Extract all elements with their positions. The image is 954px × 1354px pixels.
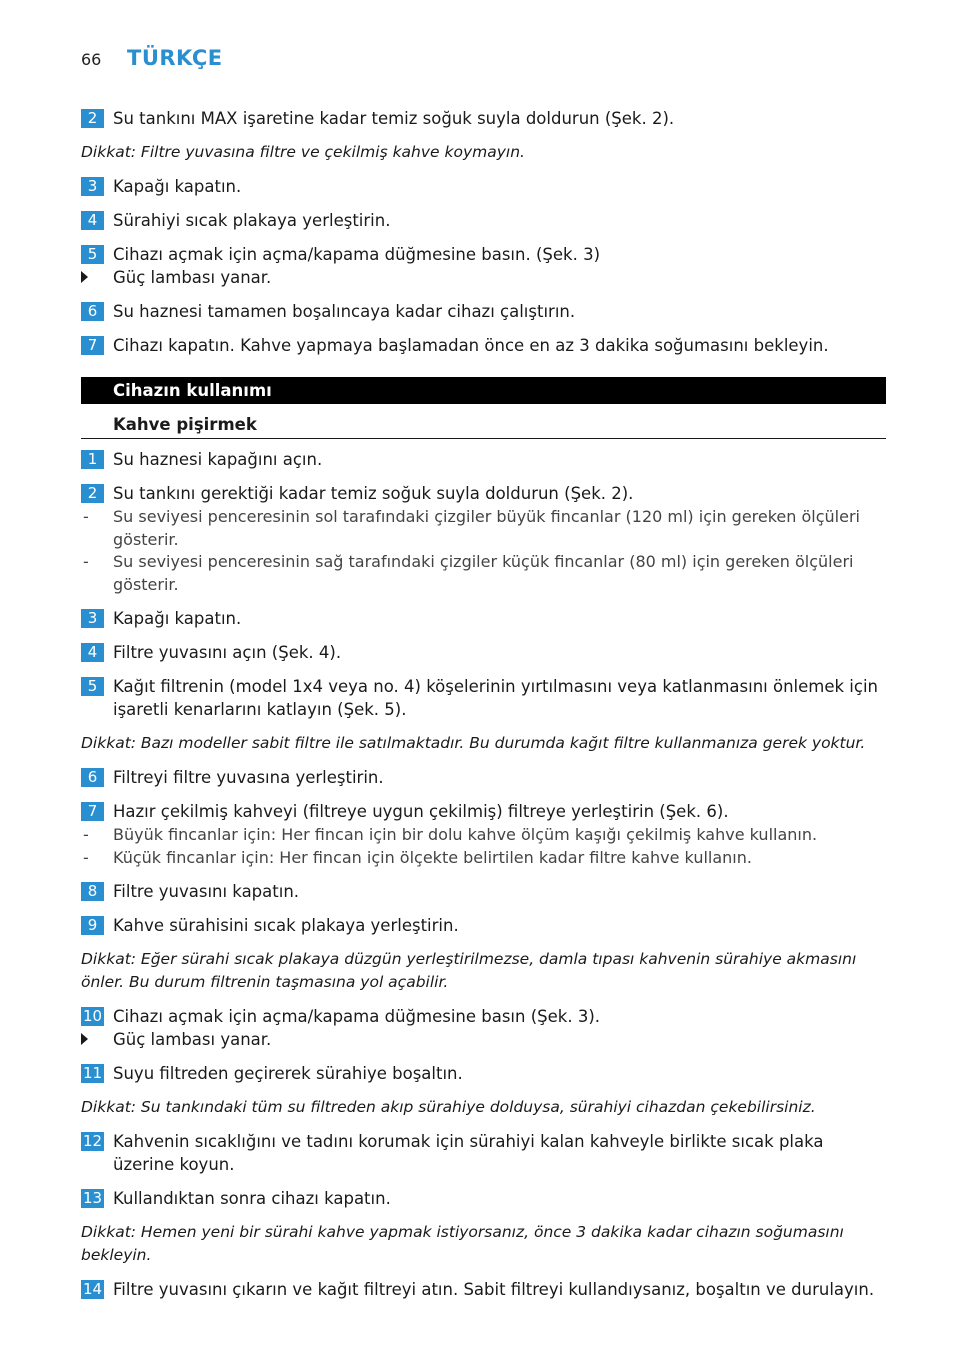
step-text: Kullandıktan sonra cihazı kapatın.: [113, 1189, 391, 1208]
sub-bullet-text: Büyük fincanlar için: Her fincan için bir dolu kahve ölçüm kaşığı çekilmiş kahve kullanın.: [113, 825, 818, 844]
step-text: Filtreyi filtre yuvasına yerleştirin.: [113, 768, 384, 787]
step-text: Filtre yuvasını kapatın.: [113, 882, 300, 901]
step-number: 9: [81, 916, 104, 935]
step-number: 5: [81, 245, 104, 264]
step-number: 6: [81, 768, 104, 787]
step-number: 4: [81, 643, 104, 662]
step-number: 3: [81, 609, 104, 628]
step-text: Sürahiyi sıcak plakaya yerleştirin.: [113, 211, 391, 230]
step-number: 11: [82, 1064, 103, 1082]
note-text: Dikkat: Hemen yeni bir sürahi kahve yapmak istiyorsanız, önce 3 dakika kadar cihazın soğumasını bekleyin.: [81, 1223, 844, 1264]
note-text: Dikkat: Filtre yuvasına filtre ve çekilmiş kahve koymayın.: [81, 143, 525, 161]
step-text: Kağıt filtrenin (model 1x4 veya no. 4) köşelerinin yırtılmasını veya katlanmasını önlemek için işaretli kenarlarını katlayın (Şek. 5).: [113, 677, 878, 719]
result-text: Güç lambası yanar.: [113, 268, 272, 287]
step-text: Cihazı kapatın. Kahve yapmaya başlamadan önce en az 3 dakika soğumasını bekleyin.: [113, 336, 829, 355]
step-number: 12: [82, 1132, 103, 1150]
step-number: 2: [81, 109, 104, 128]
step-text: Su tankını gerektiği kadar temiz soğuk suyla doldurun (Şek. 2).: [113, 484, 634, 503]
step-text: Cihazı açmak için açma/kapama düğmesine basın. (Şek. 3): [113, 245, 601, 264]
sub-bullet-dash: -: [83, 848, 89, 867]
step-text: Kahve sürahisini sıcak plakaya yerleştirin.: [113, 916, 459, 935]
step-text: Su tankını MAX işaretine kadar temiz soğuk suyla doldurun (Şek. 2).: [113, 109, 675, 128]
sub-bullet-text: Su seviyesi penceresinin sol tarafındaki çizgiler büyük fincanlar (120 ml) için gereken ölçüleri gösterir.: [113, 507, 860, 549]
note-text: Dikkat: Su tankındaki tüm su filtreden akıp sürahiye dolduysa, sürahiyi cihazdan çekebilirsiniz.: [81, 1098, 816, 1116]
step-text: Su haznesi tamamen boşalıncaya kadar cihazı çalıştırın.: [113, 302, 576, 321]
step-text: Kapağı kapatın.: [113, 177, 242, 196]
step-number: 4: [81, 211, 104, 230]
step-text: Kahvenin sıcaklığını ve tadını korumak için sürahiyi kalan kahveyle birlikte sıcak plaka üzerine koyun.: [113, 1132, 824, 1174]
step-number: 13: [82, 1189, 103, 1207]
step-number: 3: [81, 177, 104, 196]
step-text: Su haznesi kapağını açın.: [113, 450, 323, 469]
step-number: 6: [81, 302, 104, 321]
section-title: Cihazın kullanımı: [113, 381, 272, 400]
step-text: Filtre yuvasını açın (Şek. 4).: [113, 643, 342, 662]
step-number: 14: [82, 1280, 103, 1298]
step-text: Filtre yuvasını çıkarın ve kağıt filtreyi atın. Sabit filtreyi kullandıysanız, boşaltın ve durulayın.: [113, 1280, 875, 1299]
result-arrow-icon: [81, 1033, 88, 1045]
step-text: Suyu filtreden geçirerek sürahiye boşaltın.: [113, 1064, 463, 1083]
step-number: 5: [81, 677, 104, 696]
step-text: Hazır çekilmiş kahveyi (filtreye uygun çekilmiş) filtreye yerleştirin (Şek. 6).: [113, 802, 729, 821]
sub-bullet-dash: -: [83, 507, 89, 526]
page-number: 66: [81, 50, 102, 69]
result-text: Güç lambası yanar.: [113, 1030, 272, 1049]
sub-bullet-text: Küçük fincanlar için: Her fincan için ölçekte belirtilen kadar filtre kahve kullanın.: [113, 848, 752, 867]
language-title: TÜRKÇE: [127, 46, 223, 70]
step-text: Kapağı kapatın.: [113, 609, 242, 628]
result-arrow-icon: [81, 271, 88, 283]
subsection-title: Kahve pişirmek: [113, 415, 257, 434]
step-number: 7: [81, 802, 104, 821]
step-number: 8: [81, 882, 104, 901]
step-number: 10: [82, 1007, 103, 1025]
step-number: 1: [81, 450, 104, 469]
note-text: Dikkat: Bazı modeller sabit filtre ile satılmaktadır. Bu durumda kağıt filtre kullanmanıza gerek yoktur.: [81, 734, 866, 752]
sub-bullet-dash: -: [83, 552, 89, 571]
note-text: Dikkat: Eğer sürahi sıcak plakaya düzgün yerleştirilmezse, damla tıpası kahvenin sürahiye akmasını önler. Bu durum filtrenin taşmasına yol açabilir.: [81, 950, 857, 991]
step-text: Cihazı açmak için açma/kapama düğmesine basın (Şek. 3).: [113, 1007, 601, 1026]
sub-bullet-dash: -: [83, 825, 89, 844]
subsection-divider: [81, 438, 886, 439]
step-number: 2: [81, 484, 104, 503]
sub-bullet-text: Su seviyesi penceresinin sağ tarafındaki çizgiler küçük fincanlar (80 ml) için gereken ölçüleri gösterir.: [113, 552, 854, 594]
step-number: 7: [81, 336, 104, 355]
